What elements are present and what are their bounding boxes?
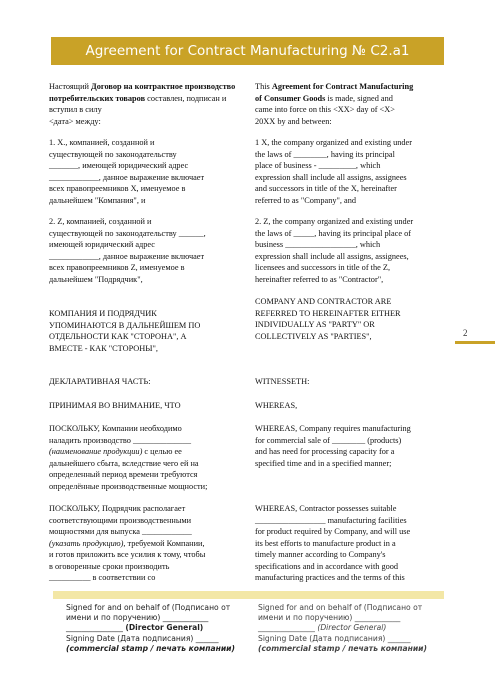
whereas-heading-ru: ПРИНИМАЯ ВО ВНИМАНИЕ, ЧТО xyxy=(49,401,181,410)
signature-left-line2: Signing Date (Дата подписания) ______ xyxy=(66,633,219,643)
signature-right-line2: Signing Date (Дата подписания) ______ xyxy=(258,633,411,643)
whereas-2-ru-a: ПОСКОЛЬКУ, Подрядчик располагает соответствующими производственными мощностями для выпуска ____________ xyxy=(49,504,192,536)
signature-left-role: (Director General) xyxy=(125,623,204,633)
preamble-en-bold: Agreement for Contract Manufacturing of Consumer Goods xyxy=(255,82,414,103)
whereas-2-ru-italic: (указать продукцию) xyxy=(49,538,124,548)
parties-definition-en: COMPANY AND CONTRACTOR ARE REFERRED TO HEREINAFTER EITHER INDIVIDUALLY AS "PARTY" OR COLLECTIVELY AS "PARTIES", xyxy=(255,297,401,341)
whereas-1-ru xyxy=(49,423,245,492)
signature-right-role: (Director General) xyxy=(317,623,387,633)
witnesseth-heading-en: WITNESSETH: xyxy=(255,377,310,386)
whereas-2-ru-b: , требуемой Компании, и готов приложить все усилия к тому, чтобы в оговоренные сроки производить __________ в соответствии со xyxy=(49,538,206,582)
signature-left-stamp: (commercial stamp / печать компании) xyxy=(66,643,235,653)
preamble-en-suffix: is made, signed and came into force on this <XX> day of <X> 20XX by and between: xyxy=(255,93,395,126)
whereas-1-en: WHEREAS, Company requires manufacturing for commercial sale of ________ (products) and has need for processing capacity for a specified time and in a specified manner; xyxy=(255,424,411,468)
whereas-1-ru-b: с целью ее дальнейшего сбыта, вследствие чего ей на определенный период времени требуются определённые производственные мощности; xyxy=(49,447,208,491)
party-1-en: 1 X, the company organized and existing under the laws of ________, having its principal place of business - _________, which expression shall include all assigns, assignees and successors in title of the X, hereinafter referred to as "Company", and xyxy=(255,138,412,205)
preamble-ru-prefix: Настоящий xyxy=(49,82,92,91)
whereas-2-en: WHEREAS, Contractor possesses suitable _________________ manufacturing facilities for product required by Company, and will use its best efforts to manufacture product in a timely manner according to Company's specifications and in accordance with good manufacturing practices and the terms of this xyxy=(255,504,411,582)
preamble-en-prefix: This xyxy=(255,82,272,91)
preamble-ru-suffix: составлен, подписан и вступил в силу <дата> между: xyxy=(49,93,227,126)
party-2-ru: 2. Z, компанией, созданной и существующей по законодательству ______, имеющей юридический адрес ____________, данное выражение включает всех правопреемников Z, именуемое в дальнейшем "Подрядчик", xyxy=(49,217,206,284)
page-number: 2 xyxy=(463,328,468,338)
document-title: Agreement for Contract Manufacturing № C2.a1 xyxy=(51,37,444,65)
page-number-accent-bar xyxy=(455,341,495,344)
whereas-1-ru-a: ПОСКОЛЬКУ, Компании необходимо наладить производство ______________ xyxy=(49,424,192,445)
preamble-ru xyxy=(49,81,245,127)
signature-block-left xyxy=(66,603,262,654)
signature-right-stamp: (commercial stamp / печать компании) xyxy=(258,643,427,653)
whereas-heading-en: WHEREAS, xyxy=(255,401,298,410)
preamble-en xyxy=(255,81,455,127)
declarative-heading-ru: ДЕКЛАРАТИВНАЯ ЧАСТЬ: xyxy=(49,377,151,386)
parties-definition-ru: КОМПАНИЯ И ПОДРЯДЧИК УПОМИНАЮТСЯ В ДАЛЬНЕЙШЕМ ПО ОТДЕЛЬНОСТИ КАК "СТОРОНА", А ВМЕСТЕ - КАК "СТОРОНЫ", xyxy=(49,309,201,353)
party-2-en: 2. Z, the company organized and existing under the laws of _____, having its principal place of business _________________, which expression shall include all assigns, assignees, licensees and successors in title of the Z, hereinafter referred to as "Contractor", xyxy=(255,217,414,284)
party-1-ru: 1. X., компанией, созданной и существующей по законодательству _______, имеющей юридический адрес ____________, данное выражение включает всех правопреемников X, именуемое в дальнейшем "Компания", и xyxy=(49,138,205,205)
signature-block-right xyxy=(258,603,454,654)
whereas-1-ru-italic: (наименование продукции) xyxy=(49,447,143,456)
signature-left-line1: Signed for and on behalf of (Подписано от имени и по поручению) ____________ _______________ xyxy=(66,603,231,633)
signature-band xyxy=(53,591,444,599)
signature-right-line1: Signed for and on behalf of (Подписано от имени и по поручению) ____________ _______________ xyxy=(258,603,423,633)
whereas-2-ru xyxy=(49,503,245,584)
preamble-ru-bold: Договор на контрактное производство потребительских товаров xyxy=(49,82,236,103)
